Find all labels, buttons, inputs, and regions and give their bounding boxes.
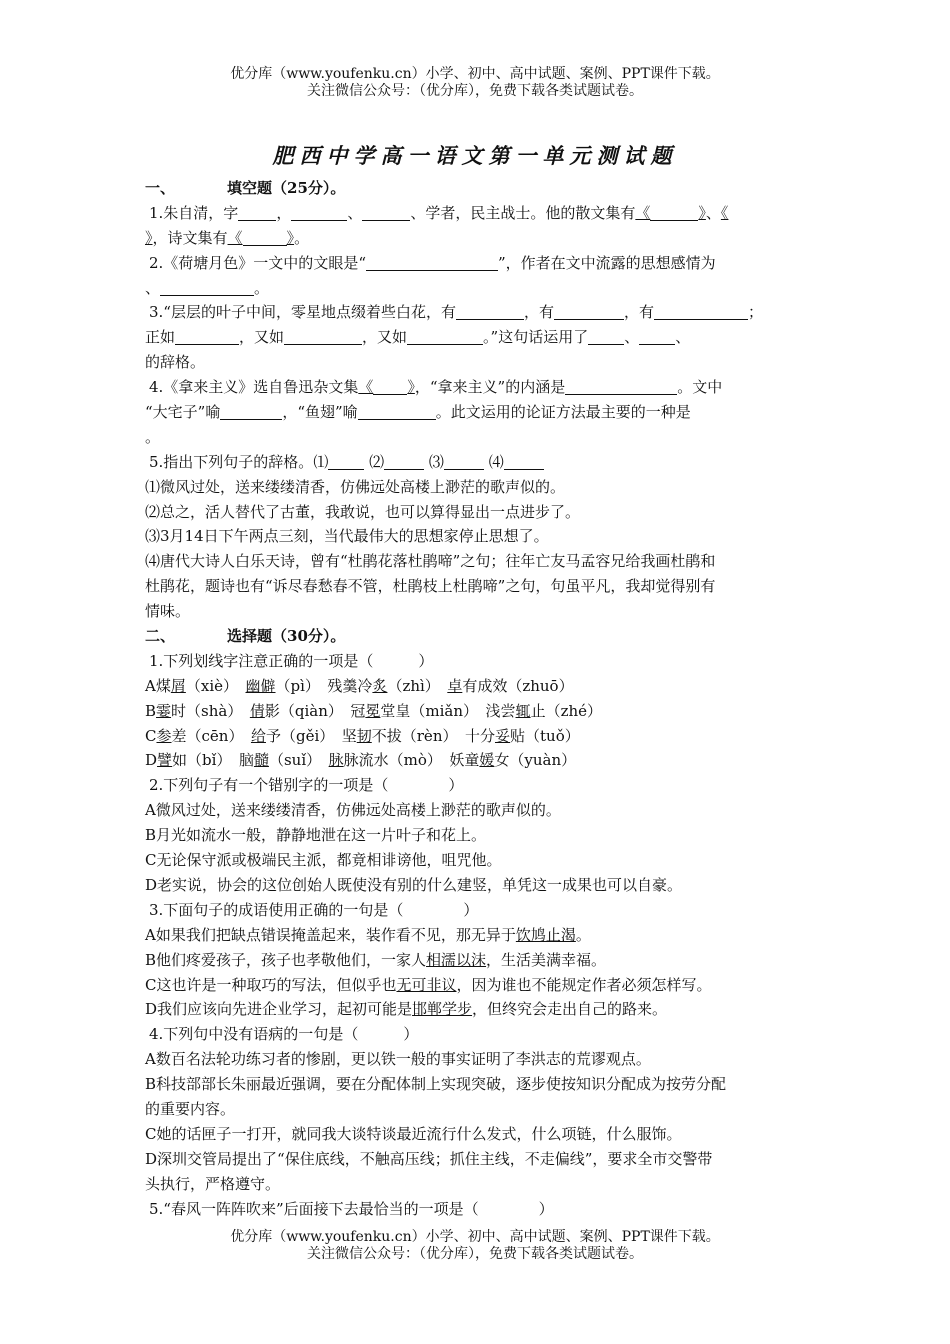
choice-3-option-d[interactable]: D我们应该向先进企业学习，起初可能是邯郸学步，但终究会走出自己的路来。 xyxy=(145,1000,668,1019)
choice-4-option-c[interactable]: C她的话匣子一打开，就同我大谈特谈最近流行什么发式，什么项链，什么服饰。 xyxy=(145,1124,682,1143)
question-4-line-1: 4.《拿来主义》选自鲁迅杂文集《 》，“拿来主义”的内涵是 。文中 xyxy=(149,378,723,397)
question-5-sentence-3: ⑶3月14日下午两点三刻，当代最伟大的思想家停止思想了。 xyxy=(145,527,549,546)
question-2-line-1: 2.《荷塘月色》一文中的文眼是“ ”，作者在文中流露的思想感情为 xyxy=(149,253,716,272)
question-4-line-2: “大宅子”喻 ，“鱼翅”喻 。此文运用的论证方法最主要的一种是 xyxy=(145,403,691,422)
choice-3-option-c[interactable]: C这也许是一种取巧的写法，但似乎也无可非议，因为谁也不能规定作者必须怎样写。 xyxy=(145,975,712,994)
choice-4-stem: 4.下列句中没有语病的一句是（ ） xyxy=(149,1025,419,1044)
page-title: 肥西中学高一语文第一单元测试题 xyxy=(272,143,678,168)
choice-1-stem: 1.下列划线字注意正确的一项是（ ） xyxy=(149,651,434,670)
choice-3-option-a[interactable]: A如果我们把缺点错误掩盖起来，装作看不见，那无异于饮鸠止渴。 xyxy=(145,925,591,944)
blank[interactable] xyxy=(554,303,624,320)
blank[interactable] xyxy=(504,453,544,470)
blank[interactable] xyxy=(565,378,677,395)
choice-4-option-b-line-2[interactable]: 的重要内容。 xyxy=(145,1099,236,1118)
choice-2-option-a[interactable]: A微风过处，送来缕缕清香，仿佛远处高楼上渺茫的歌声似的。 xyxy=(145,801,561,820)
blank[interactable] xyxy=(160,279,254,296)
question-5-sentence-4-line-2: 杜鹃花，题诗也有“诉尽春愁春不管，杜鹃枝上杜鹃啼”之句，句虽平凡，我却觉得别有 xyxy=(145,577,716,596)
blank[interactable] xyxy=(175,328,239,345)
choice-3-stem: 3.下面句子的成语使用正确的一句是（ ） xyxy=(149,900,479,919)
question-4-line-3: 。 xyxy=(145,427,161,446)
question-1-line-2: 》，诗文集有《 》。 xyxy=(145,228,310,247)
blank[interactable] xyxy=(284,328,362,345)
blank[interactable] xyxy=(639,328,675,345)
section-1-heading: 一、 填空题（25分）。 xyxy=(145,179,346,197)
choice-3-option-b[interactable]: B他们疼爱孩子，孩子也孝敬他们，一家人相濡以沫，生活美满幸福。 xyxy=(145,950,607,969)
choice-2-option-d[interactable]: D老实说，协会的这位创始人既使没有别的什么建竖，单凭这一成果也可以自豪。 xyxy=(145,875,683,894)
choice-1-option-a[interactable]: A煤屑（xiè） 幽僻（pì） 残羹冷炙（zhì） 卓有成效（zhuō） xyxy=(145,676,574,695)
header-line-2: 关注微信公众号：（优分库），免费下载各类试题试卷。 xyxy=(307,83,643,99)
blank[interactable] xyxy=(650,204,698,221)
choice-1-option-c[interactable]: C参差（cēn） 给予（gěi） 坚韧不拔（rèn） 十分妥贴（tuǒ） xyxy=(145,726,580,745)
blank[interactable] xyxy=(291,204,347,221)
blank[interactable] xyxy=(588,328,624,345)
question-5-sentence-4-line-1: ⑷唐代大诗人白乐天诗，曾有“杜鹃花落杜鹃啼”之句；往年亡友马孟容兄给我画杜鹃和 xyxy=(145,552,716,571)
blank[interactable] xyxy=(444,453,484,470)
blank[interactable] xyxy=(373,378,407,395)
question-5-sentence-2: ⑵总之，活人替代了古董，我敢说，也可以算得显出一点进步了。 xyxy=(145,502,581,521)
question-5-sentence-1: ⑴微风过处，送来缕缕清香，仿佛远处高楼上渺茫的歌声似的。 xyxy=(145,477,566,496)
question-1-line-1: 1.朱自清，字 ， 、 、学者，民主战士。他的散文集有《 》、《 xyxy=(149,203,729,222)
blank[interactable] xyxy=(220,403,282,420)
question-3-line-1: 3.“层层的叶子中间，零星地点缀着些白花，有 ，有 ，有 ； xyxy=(149,303,764,322)
section-2-heading: 二、 选择题（30分）。 xyxy=(145,627,346,646)
choice-4-option-d-line-1[interactable]: D深圳交管局提出了“保住底线，不触高压线；抓住主线，不走偏线”，要求全市交警带 xyxy=(145,1149,713,1168)
blank[interactable] xyxy=(243,229,287,246)
blank[interactable] xyxy=(407,328,483,345)
page-footer xyxy=(0,1229,950,1263)
header-line-1: 优分库（www.youfenku.cn）小学、初中、高中试题、案例、PPT课件下载。 xyxy=(230,66,720,82)
blank[interactable] xyxy=(328,453,364,470)
footer-line-1: 优分库（www.youfenku.cn）小学、初中、高中试题、案例、PPT课件下载。 xyxy=(230,1229,720,1245)
choice-1-option-d[interactable]: D譬如（bǐ） 脑髓（suǐ） 脉脉流水（mò） 妖童媛女（yuàn） xyxy=(145,751,577,770)
question-3-line-3: 的辞格。 xyxy=(145,353,206,372)
choice-2-stem: 2.下列句子有一个错别字的一项是（ ） xyxy=(149,776,464,795)
question-5-stem: 5.指出下列句子的辞格。⑴ ⑵ ⑶ ⑷ xyxy=(145,450,811,475)
question-5-sentence-4-line-3: 情味。 xyxy=(145,602,191,621)
question-2-line-2: 、 。 xyxy=(145,278,270,297)
blank[interactable] xyxy=(238,204,276,221)
blank[interactable] xyxy=(362,204,410,221)
choice-2-option-b[interactable]: B月光如流水一般，静静地泄在这一片叶子和花上。 xyxy=(145,826,487,845)
blank[interactable] xyxy=(384,453,424,470)
choice-1-option-b[interactable]: B霎时（shà） 倩影（qiàn） 冠冕堂皇（miǎn） 浅尝辄止（zhé） xyxy=(145,701,603,720)
choice-4-option-a[interactable]: A数百名法轮功练习者的惨剧，更以铁一般的事实证明了李洪志的荒谬观点。 xyxy=(145,1050,651,1069)
footer-line-2: 关注微信公众号：（优分库），免费下载各类试题试卷。 xyxy=(307,1246,643,1262)
choice-4-option-b-line-1[interactable]: B科技部部长朱丽最近强调，要在分配体制上实现突破，逐步使按知识分配成为按劳分配 xyxy=(145,1075,727,1094)
choice-4-option-d-line-2[interactable]: 头执行，严格遵守。 xyxy=(145,1174,281,1193)
blank[interactable] xyxy=(654,303,748,320)
exam-body xyxy=(145,176,811,1221)
blank[interactable] xyxy=(358,403,436,420)
blank[interactable] xyxy=(366,254,498,271)
page-header xyxy=(0,66,950,100)
blank[interactable] xyxy=(456,303,524,320)
choice-5-stem: 5.“春风一阵阵吹来”后面接下去最恰当的一项是（ ） xyxy=(149,1199,554,1218)
question-3-line-2: 正如 ，又如 ，又如 。”这句话运用了 、 、 xyxy=(145,328,691,347)
choice-2-option-c[interactable]: C无论保守派或极端民主派，都竟相诽谤他，咀咒他。 xyxy=(145,851,502,870)
